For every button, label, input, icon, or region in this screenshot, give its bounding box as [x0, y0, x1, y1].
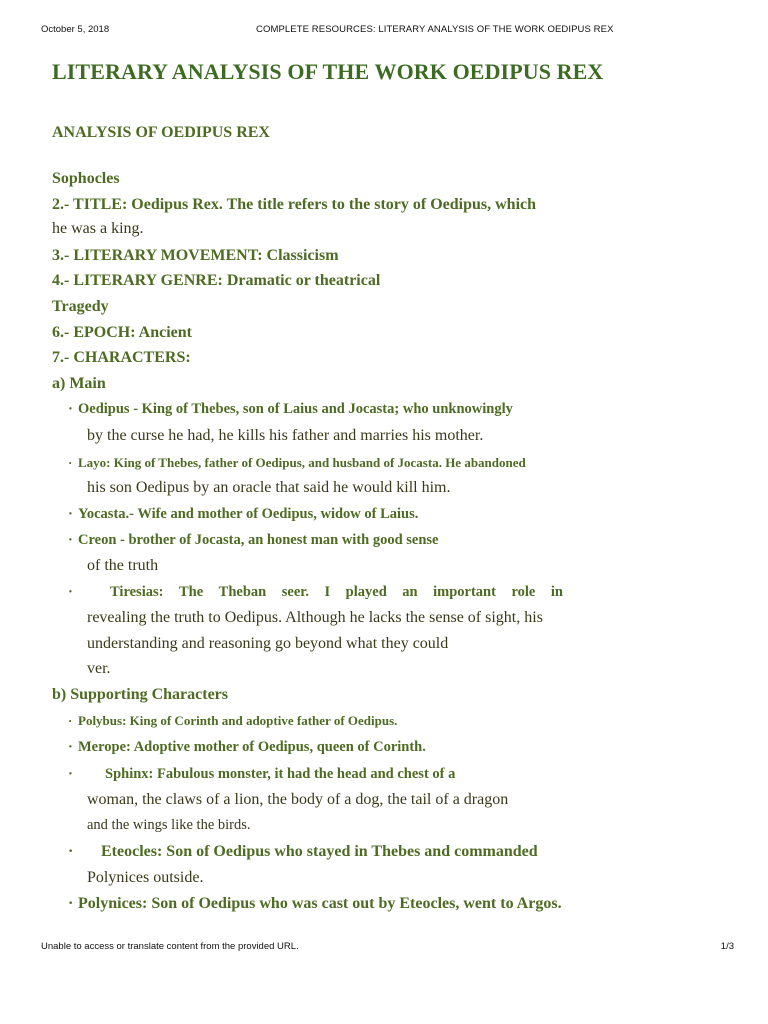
tiresias-word: an — [402, 584, 418, 600]
eteocles-text: Eteocles: Son of Oedipus who stayed in Thebes and commanded — [101, 843, 538, 860]
tiresias-word: The — [178, 584, 204, 600]
supporting-characters-heading: b) Supporting Characters — [52, 686, 229, 703]
tiresias-continuation-3: ver. — [87, 660, 111, 677]
creon-continuation: of the truth — [87, 557, 159, 574]
layo-continuation: his son Oedipus by an oracle that said he would kill him. — [87, 479, 451, 496]
characters-heading: 7.- CHARACTERS: — [52, 349, 191, 366]
list-item-creon — [68, 532, 439, 549]
bullet: · — [68, 455, 73, 470]
bullet: · — [68, 584, 73, 600]
list-item-sphinx — [68, 766, 455, 783]
polynices-text: Polynices: Son of Oedipus who was cast out by Eteocles, went to Argos. — [78, 895, 562, 912]
tragedy-line: Tragedy — [52, 298, 109, 315]
tiresias-continuation-2: understanding and reasoning go beyond what they could — [87, 635, 449, 652]
bullet: · — [68, 506, 73, 522]
list-item-layo — [68, 455, 526, 471]
list-item-yocasta — [68, 506, 418, 523]
list-item-merope — [68, 739, 426, 756]
bullet: · — [68, 766, 73, 782]
oedipus-continuation: by the curse he had, he kills his father and marries his mother. — [87, 427, 484, 444]
document-subtitle: ANALYSIS OF OEDIPUS REX — [52, 124, 270, 141]
merope-text: Merope: Adoptive mother of Oedipus, queen of Corinth. — [78, 739, 426, 755]
page-number: 1/3 — [720, 941, 734, 952]
eteocles-continuation: Polynices outside. — [87, 869, 204, 886]
tiresias-word: Theban — [218, 584, 267, 600]
title-line-2: he was a king. — [52, 220, 144, 237]
bullet: · — [68, 895, 74, 912]
tiresias-word: important — [433, 584, 496, 600]
list-item-polybus — [68, 713, 397, 729]
tiresias-word: I — [324, 584, 331, 600]
author-line: Sophocles — [52, 170, 120, 187]
epoch-line: 6.- EPOCH: Ancient — [52, 324, 192, 341]
bullet: · — [68, 713, 73, 728]
yocasta-text: Yocasta.- Wife and mother of Oedipus, widow of Laius. — [78, 506, 419, 522]
genre-line: 4.- LITERARY GENRE: Dramatic or theatrical — [52, 272, 381, 289]
bullet: · — [68, 401, 73, 417]
sphinx-continuation-2: and the wings like the birds. — [87, 817, 251, 833]
creon-text: Creon - brother of Jocasta, an honest man with good sense — [78, 532, 439, 548]
sphinx-continuation-1: woman, the claws of a lion, the body of a dog, the tail of a dragon — [87, 791, 509, 808]
polybus-text: Polybus: King of Corinth and adoptive father of Oedipus. — [78, 713, 398, 728]
tiresias-justified-line — [110, 584, 563, 601]
movement-line: 3.- LITERARY MOVEMENT: Classicism — [52, 247, 339, 264]
tiresias-word: in — [550, 584, 563, 600]
tiresias-word: Tiresias: — [110, 584, 164, 600]
list-item-polynices — [68, 895, 562, 913]
print-title: COMPLETE RESOURCES: LITERARY ANALYSIS OF THE WORK OEDIPUS REX — [256, 24, 614, 35]
list-item-oedipus — [68, 401, 513, 418]
tiresias-continuation-1: revealing the truth to Oedipus. Although he lacks the sense of sight, his — [87, 609, 543, 626]
page-header — [41, 24, 734, 38]
print-date: October 5, 2018 — [41, 24, 110, 35]
bullet: · — [68, 843, 74, 860]
sphinx-text: Sphinx: Fabulous monster, it had the head and chest of a — [105, 766, 456, 782]
tiresias-word: role — [511, 584, 536, 600]
tiresias-word: played — [345, 584, 387, 600]
document-title: LITERARY ANALYSIS OF THE WORK OEDIPUS REX — [52, 59, 604, 84]
page-footer — [41, 941, 734, 955]
main-characters-heading: a) Main — [52, 375, 106, 392]
tiresias-word: seer. — [281, 584, 309, 600]
title-line-1: 2.- TITLE: Oedipus Rex. The title refers to the story of Oedipus, which — [52, 196, 537, 213]
layo-text: Layo: King of Thebes, father of Oedipus, and husband of Jocasta. He abandoned — [78, 455, 526, 470]
bullet: · — [68, 532, 73, 548]
list-item-eteocles — [68, 843, 538, 861]
footer-note: Unable to access or translate content from the provided URL. — [41, 941, 299, 952]
bullet: · — [68, 739, 73, 755]
oedipus-text: Oedipus - King of Thebes, son of Laius and Jocasta; who unknowingly — [78, 401, 513, 417]
